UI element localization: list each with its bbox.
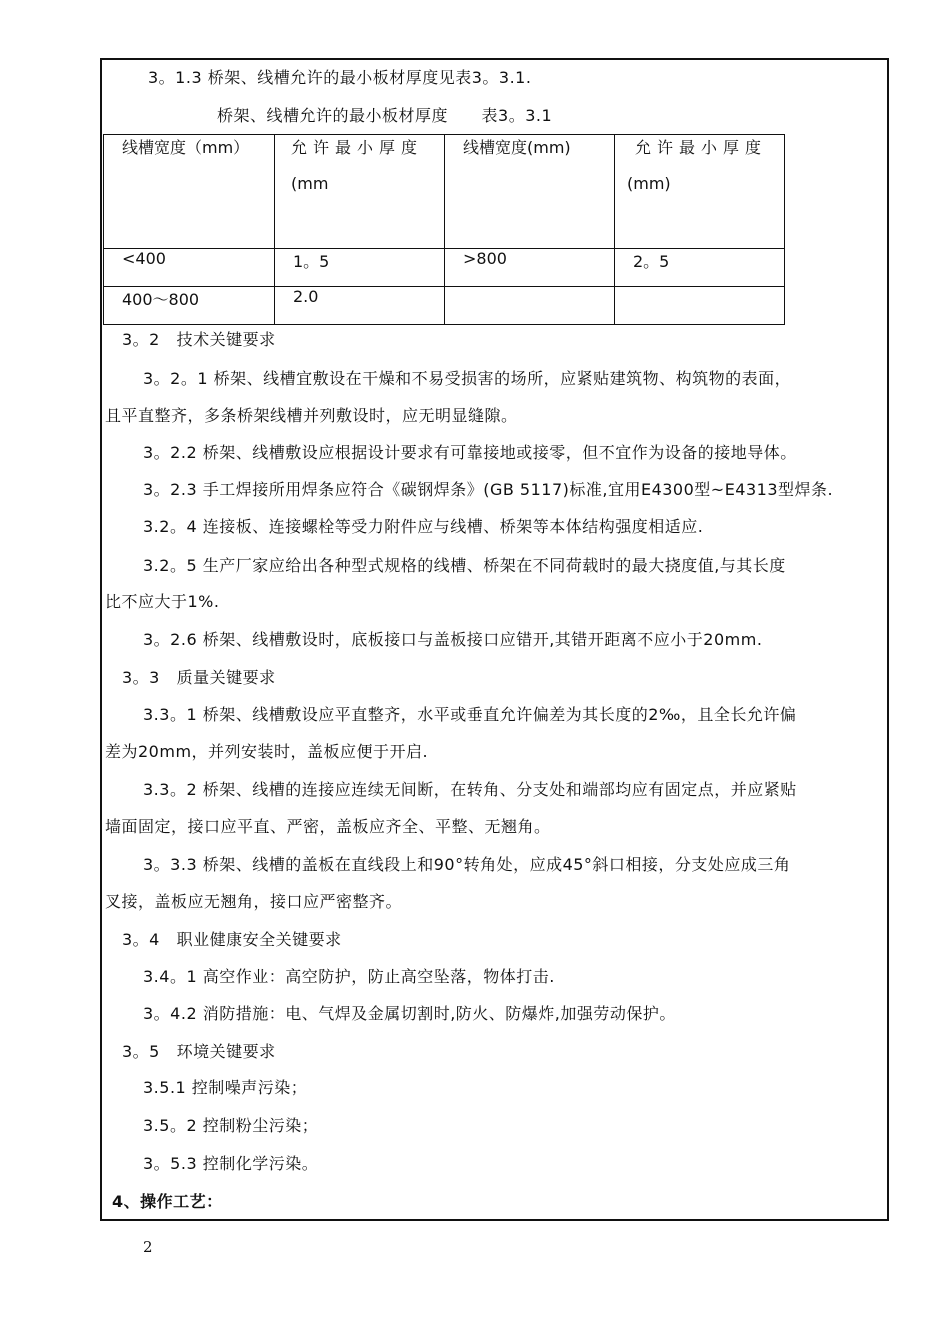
table-row (104, 249, 785, 287)
intro-line: 3。1.3 桥架、线槽允许的最小板材厚度见表3。3.1. (148, 68, 532, 87)
table-header-cell: 线槽宽度（mm） (104, 135, 275, 249)
section-heading-operation: 4、操作工艺： (112, 1192, 223, 1211)
paragraph-line: 3。2.3 手工焊接所用焊条应符合《碳钢焊条》(GB 5117)标准,宜用E4300型~E4313型焊条. (143, 480, 834, 499)
table-header-cell: 允许最小厚度 (mm) (615, 135, 785, 249)
paragraph-line: 3。2.2 桥架、线槽敷设应根据设计要求有可靠接地或接零，但不宜作为设备的接地导体。 (143, 443, 797, 462)
table-cell (445, 287, 615, 325)
paragraph-line: 3。5.3 控制化学污染。 (143, 1154, 319, 1173)
table-header-row (104, 135, 785, 249)
table-caption: 桥架、线槽允许的最小板材厚度 表3。3.1 (217, 106, 553, 125)
section-heading: 3。3 质量关键要求 (122, 668, 276, 687)
section-heading: 3。2 技术关键要求 (122, 330, 276, 349)
table-cell: >800 (445, 249, 615, 287)
table-row (104, 287, 785, 325)
paragraph-line: 3。3.3 桥架、线槽的盖板在直线段上和90°转角处，应成45°斜口相接，分支处应成三角 (143, 855, 791, 874)
paragraph-line: 且平直整齐，多条桥架线槽并列敷设时，应无明显缝隙。 (105, 406, 518, 425)
table-cell: 2。5 (615, 249, 785, 287)
thickness-table (103, 134, 785, 325)
table-cell: <400 (104, 249, 275, 287)
table-cell: 1。5 (275, 249, 445, 287)
paragraph-line: 叉接，盖板应无翘角，接口应严密整齐。 (105, 892, 403, 911)
paragraph-line: 3.4。1 高空作业：高空防护，防止高空坠落，物体打击. (143, 967, 555, 986)
paragraph-line: 3。2.6 桥架、线槽敷设时，底板接口与盖板接口应错开,其错开距离不应小于20mm. (143, 630, 763, 649)
table-cell: 400～800 (104, 287, 275, 325)
page-number: 2 (143, 1238, 153, 1256)
paragraph-line: 3。4.2 消防措施：电、气焊及金属切割时,防火、防爆炸,加强劳动保护。 (143, 1004, 676, 1023)
paragraph-line: 3.2。4 连接板、连接螺栓等受力附件应与线槽、桥架等本体结构强度相适应. (143, 517, 704, 536)
paragraph-line: 3.3。2 桥架、线槽的连接应连续无间断，在转角、分支处和端部均应有固定点，并应紧贴 (143, 780, 797, 799)
paragraph-line: 3。2。1 桥架、线槽宜敷设在干燥和不易受损害的场所，应紧贴建筑物、构筑物的表面， (143, 369, 792, 388)
paragraph-line: 3.5。2 控制粉尘污染； (143, 1116, 319, 1135)
paragraph-line: 3.2。5 生产厂家应给出各种型式规格的线槽、桥架在不同荷载时的最大挠度值,与其长度 (143, 556, 786, 575)
paragraph-line: 差为20mm，并列安装时，盖板应便于开启. (105, 742, 429, 761)
paragraph-line: 墙面固定，接口应平直、严密，盖板应齐全、平整、无翘角。 (105, 817, 551, 836)
paragraph-line: 3.5.1 控制噪声污染； (143, 1078, 308, 1097)
table-header-cell: 线槽宽度(mm) (445, 135, 615, 249)
section-heading: 3。4 职业健康安全关键要求 (122, 930, 342, 949)
table-header-cell: 允许最小厚度 (mm (275, 135, 445, 249)
paragraph-line: 3.3。1 桥架、线槽敷设应平直整齐，水平或垂直允许偏差为其长度的2‰，且全长允许偏 (143, 705, 797, 724)
section-heading: 3。5 环境关键要求 (122, 1042, 276, 1061)
table-cell: 2.0 (275, 287, 445, 325)
table-cell (615, 287, 785, 325)
paragraph-line: 比不应大于1%. (105, 592, 220, 611)
